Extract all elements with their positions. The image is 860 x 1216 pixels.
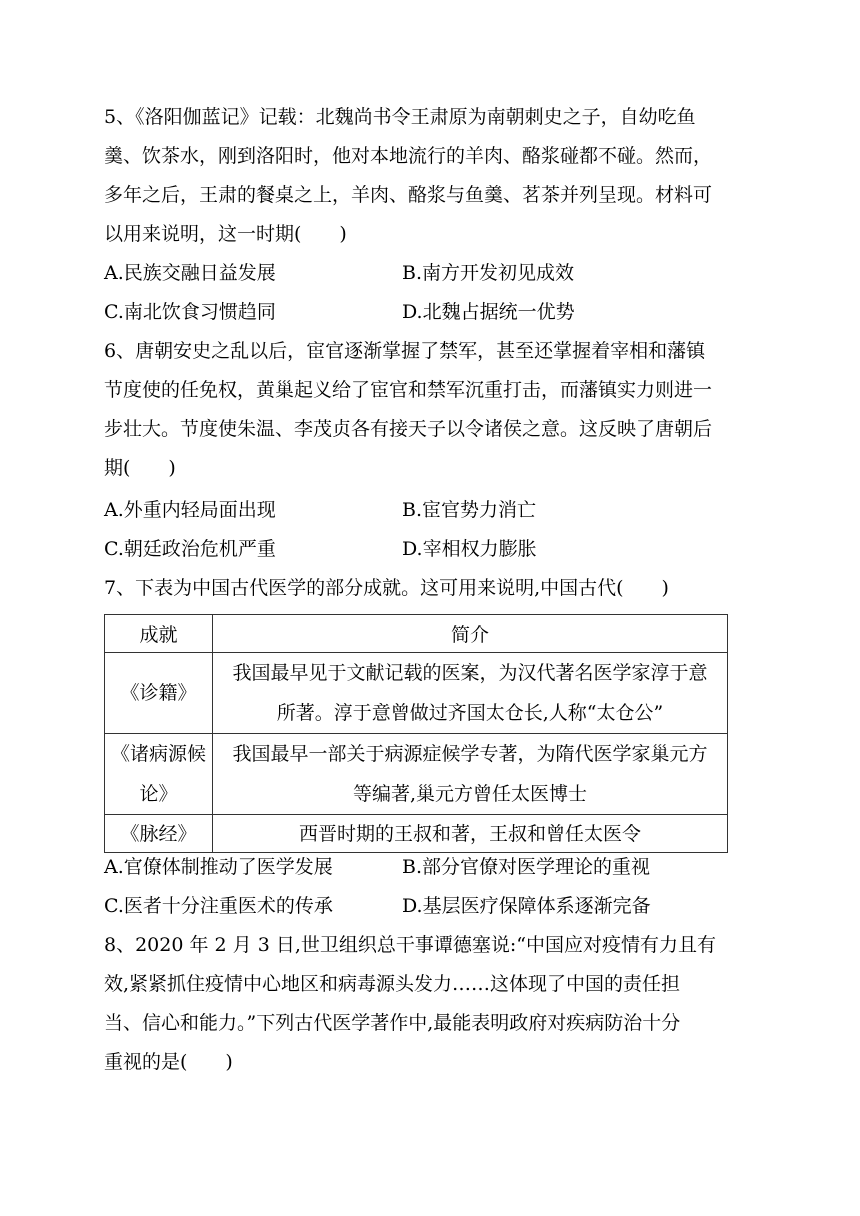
table-row (105, 815, 728, 853)
cell-line: 所著。淳于意曾做过齐国太仓长,人称“太仓公” (276, 702, 664, 724)
table-header-achievement: 成就 (105, 615, 213, 653)
question-5-option-c: C.南北饮食习惯趋同 (104, 301, 276, 323)
question-6-line-2: 节度使的任免权，黄巢起义给了宦官和禁军沉重打击，而藩镇实力则进一 (104, 379, 713, 401)
cell-line: 西晋时期的王叔和著，王叔和曾任太医令 (298, 822, 641, 845)
cell-line: 《诸病源候 (110, 743, 206, 765)
question-5-line-1: 5、《洛阳伽蓝记》记载：北魏尚书令王肃原为南朝刺史之子，自幼吃鱼 (104, 106, 696, 128)
table-cell-name (105, 734, 213, 815)
question-7-option-d: D.基层医疗保障体系逐渐完备 (402, 895, 651, 917)
cell-line: 《脉经》 (120, 822, 197, 845)
question-5-line-2: 羹、饮茶水，刚到洛阳时，他对本地流行的羊肉、酪浆碰都不碰。然而， (104, 145, 713, 167)
question-5-line-3: 多年之后，王肃的餐桌之上，羊肉、酪浆与鱼羹、茗茶并列呈现。材料可 (104, 184, 713, 206)
question-8-line-1: 8、2020 年 2 月 3 日,世卫组织总干事谭德塞说:“中国应对疫情有力且有 (104, 934, 716, 956)
cell-line: 等编著,巢元方曾任太医博士 (352, 783, 588, 805)
table-row (105, 653, 728, 734)
question-6-option-d: D.宰相权力膨胀 (402, 538, 537, 560)
question-7-option-c: C.医者十分注重医术的传承 (104, 895, 333, 917)
question-6-option-b: B.宦官势力消亡 (402, 499, 537, 521)
table-cell-name (105, 653, 213, 734)
cell-line: 我国最早一部关于病源症候学专著，为隋代医学家巢元方 (232, 743, 708, 765)
table-header-description: 简介 (213, 615, 728, 653)
table-cell-description (213, 734, 728, 815)
table-cell-description (213, 815, 728, 853)
cell-line: 论》 (139, 783, 178, 805)
question-7-line-1: 7、下表为中国古代医学的部分成就。这可用来说明,中国古代( ) (104, 577, 669, 599)
table-header-row (105, 615, 728, 653)
cell-line: 《诊籍》 (120, 682, 197, 704)
question-5-option-d: D.北魏占据统一优势 (402, 301, 575, 323)
question-6-option-a: A.外重内轻局面出现 (104, 499, 276, 521)
table-cell-description (213, 653, 728, 734)
question-5-option-a: A.民族交融日益发展 (104, 262, 276, 284)
cell-line: 我国最早见于文献记载的医案，为汉代著名医学家淳于意 (232, 662, 708, 684)
table-row (105, 734, 728, 815)
question-5-option-b: B.南方开发初见成效 (402, 262, 575, 284)
question-5-line-4: 以用来说明，这一时期( ) (104, 223, 347, 245)
table-cell-name (105, 815, 213, 853)
question-6-line-3: 步壮大。节度使朱温、李茂贞各有接天子以令诸侯之意。这反映了唐朝后 (104, 418, 713, 440)
question-8-line-4: 重视的是( ) (104, 1051, 233, 1073)
question-8-line-3: 当、信心和能力。”下列古代医学著作中,最能表明政府对疾病防治十分 (104, 1012, 681, 1034)
medical-achievements-table (104, 614, 728, 853)
question-7-option-a: A.官僚体制推动了医学发展 (104, 856, 333, 878)
question-8-line-2: 效,紧紧抓住疫情中心地区和病毒源头发力……这体现了中国的责任担 (104, 973, 681, 995)
question-6-option-c: C.朝廷政治危机严重 (104, 538, 276, 560)
question-7-option-b: B.部分官僚对医学理论的重视 (402, 856, 651, 878)
question-6-line-4: 期( ) (104, 457, 176, 479)
question-6-line-1: 6、唐朝安史之乱以后，宦官逐渐掌握了禁军，甚至还掌握着宰相和藩镇 (104, 340, 706, 362)
